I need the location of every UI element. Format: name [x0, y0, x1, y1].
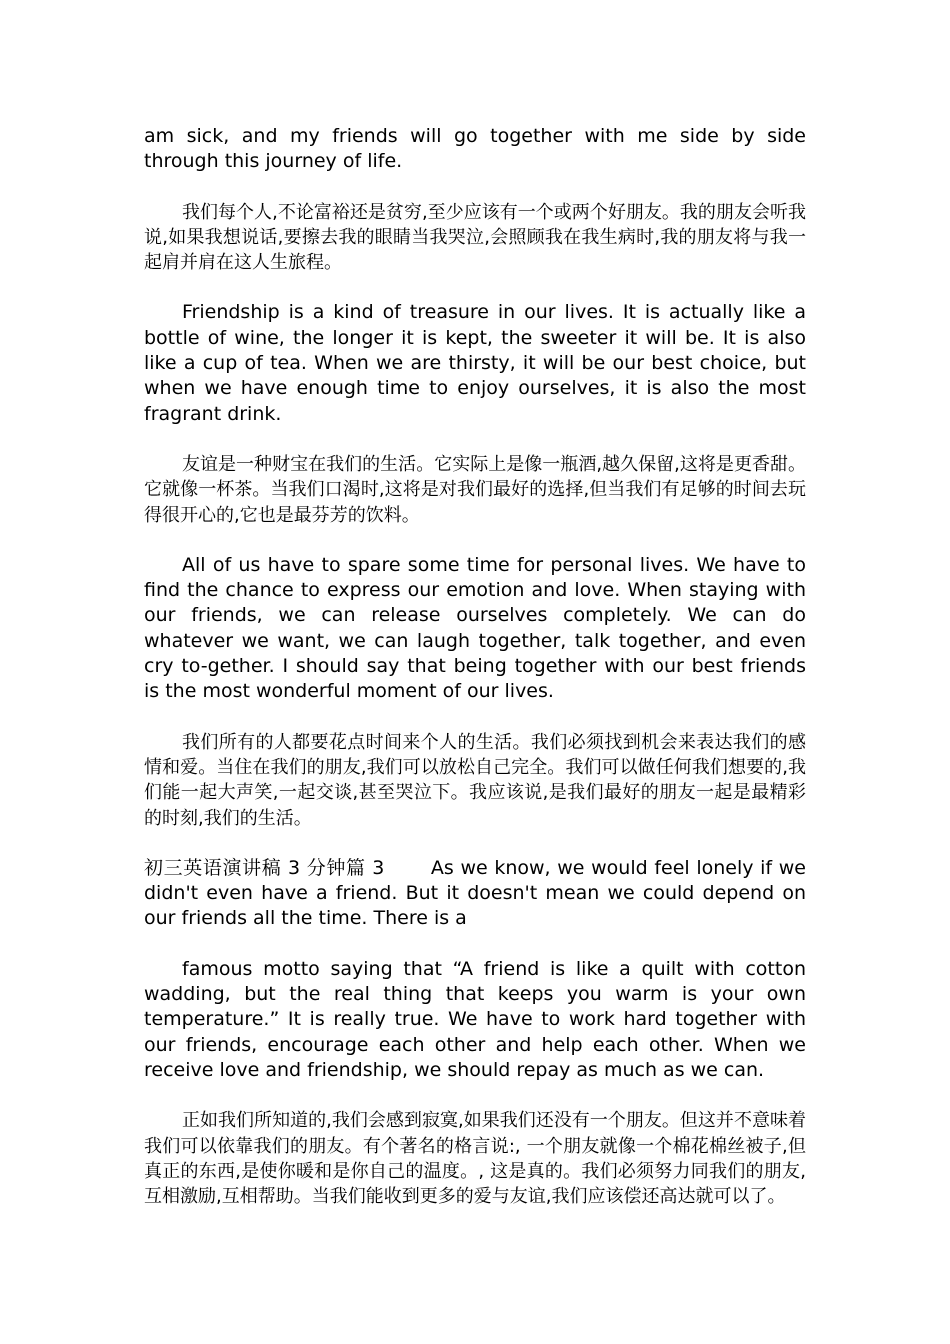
section-gap	[384, 857, 431, 879]
paragraph-zh-1: 我们每个人,不论富裕还是贫穷,至少应该有一个或两个好朋友。我的朋友会听我说,如果我想说话,要擦去我的眼睛当我哭泣,会照顾我在我生病时,我的朋友将与我一起肩并肩在这人生旅程。	[144, 201, 806, 274]
paragraph-en-4	[144, 856, 806, 932]
paragraph-en-5: famous motto saying that “A friend is like a quilt with cotton wadding, but the real thing that keeps you warm is your own temperature.” It is really true. We have to work hard together with our friends, encourage each other and help each other. When we receive love and friendship, we should repay as much as we can.	[144, 957, 806, 1081]
document-page	[144, 124, 806, 1234]
paragraph-en-2: Friendship is a kind of treasure in our lives. It is actually like a bottle of wine, the longer it is kept, the sweeter it will be. It is also like a cup of tea. When we are thirsty, it will be our best choice, but when we have enough time to enjoy ourselves, it is also the most fragrant drink.	[144, 301, 806, 425]
paragraph-en-4-text: As we know, we would feel lonely if we didn't even have a friend. But it doesn't mean we could depend on our friends all the time. There is a	[144, 856, 807, 930]
paragraph-zh-4: 正如我们所知道的,我们会感到寂寞,如果我们还没有一个朋友。但这并不意味着我们可以依靠我们的朋友。有个著名的格言说:, 一个朋友就像一个棉花棉丝被子,但真正的东西,是使你暖和是你自己的温度。, 这是真的。我们必须努力同我们的朋友,互相激励,互相帮助。当我们能收到更多的爱与友谊,我们应该偿还高达就可以了。	[144, 1110, 806, 1208]
paragraph-en-3: All of us have to spare some time for personal lives. We have to find the chance to express our emotion and love. When staying with our friends, we can release ourselves completely. We can do whatever we want, we can laugh together, talk together, and even cry to-gether. I should say that being together with our best friends is the most wonderful moment of our lives.	[144, 553, 806, 703]
paragraph-zh-2: 友谊是一种财宝在我们的生活。它实际上是像一瓶酒,越久保留,这将是更香甜。它就像一杯茶。当我们口渴时,这将是对我们最好的选择,但当我们有足够的时间去玩得很开心的,它也是最芬芳的饮料。	[144, 453, 806, 526]
paragraph-en-1: am sick, and my friends will go together with me side by side through this journey of life.	[144, 125, 806, 173]
paragraph-zh-3: 我们所有的人都要花点时间来个人的生活。我们必须找到机会来表达我们的感情和爱。当住在我们的朋友,我们可以放松自己完全。我们可以做任何我们想要的,我们能一起大声笑,一起交谈,甚至哭泣下。我应该说,是我们最好的朋友一起是最精彩的时刻,我们的生活。	[144, 731, 806, 829]
section-heading: 初三英语演讲稿 3 分钟篇 3	[144, 856, 385, 879]
